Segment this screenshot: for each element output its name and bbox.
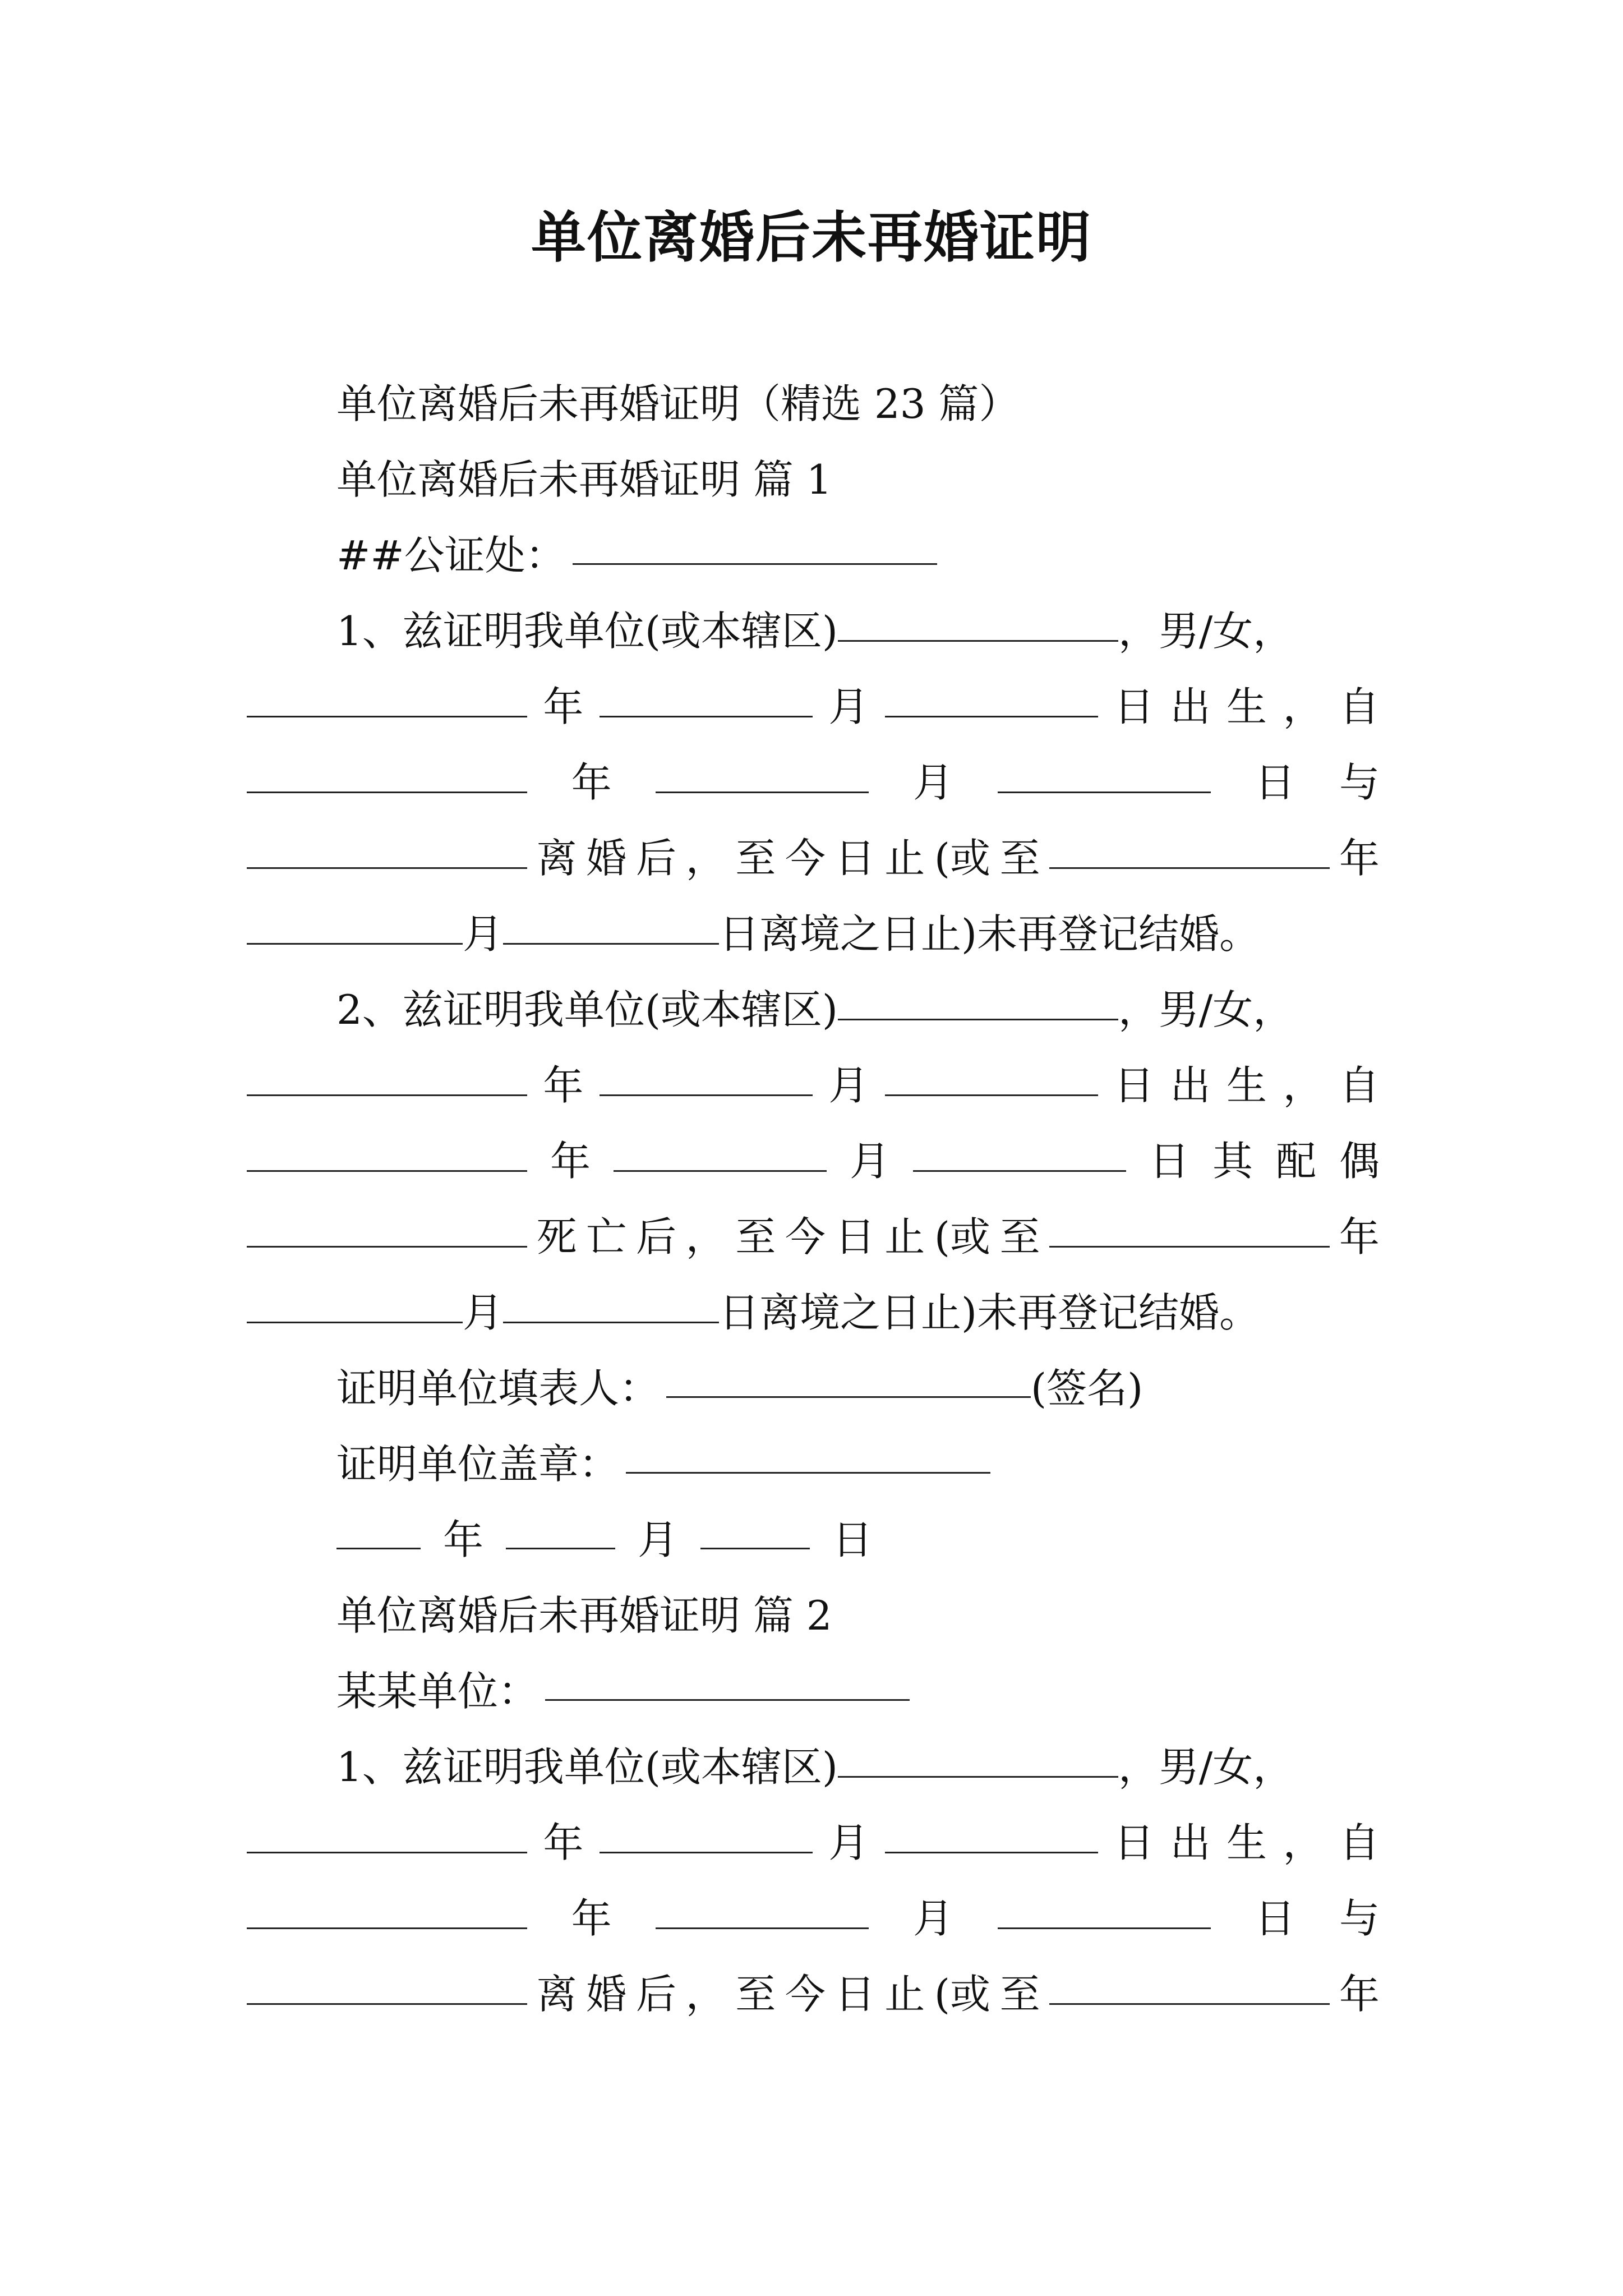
year-label: 年 (543, 1062, 584, 1109)
gender-text: ，男/女， (1118, 1743, 1294, 1791)
year-label: 年 (550, 1138, 591, 1185)
item-number: 1、 (336, 608, 403, 655)
until-line (247, 1282, 1380, 1343)
item-number: 2、 (336, 986, 403, 1033)
month-blank (656, 751, 869, 793)
day-blank (700, 1507, 810, 1549)
text-char: 偶 (1339, 1138, 1380, 1185)
text-char: ， (1283, 1062, 1324, 1109)
item-intro: 兹证明我单位(或本辖区) (402, 608, 838, 655)
text-char: 离 (536, 835, 577, 882)
year-label: 年 (543, 683, 584, 730)
text-char: 亡 (586, 1213, 627, 1260)
month-label: 月 (463, 910, 504, 958)
month-blank (247, 1281, 463, 1323)
month-blank (614, 1130, 827, 1172)
month-blank (247, 903, 463, 945)
year-blank (1049, 827, 1330, 869)
text-char: 后 (635, 835, 676, 882)
month-label: 月 (828, 1062, 869, 1109)
year-label: 年 (543, 1819, 584, 1866)
text-char: 日 (1114, 1062, 1155, 1109)
text-char: ， (685, 1971, 726, 2018)
text-char: 其 (1212, 1138, 1253, 1185)
day-blank (503, 1281, 719, 1323)
with-label: 与 (1339, 759, 1380, 806)
until-text: 日离境之日止)未再登记结婚。 (719, 910, 1260, 958)
year-blank (247, 1054, 527, 1096)
text-char: 至 (999, 1971, 1040, 2018)
name-blank (838, 1736, 1118, 1778)
year-label: 年 (443, 1516, 484, 1563)
text-char: 自 (1339, 683, 1380, 730)
text-char: 自 (1339, 1062, 1380, 1109)
month-blank (506, 1507, 615, 1549)
filler-line (247, 1358, 1380, 1419)
seal-line (247, 1433, 1380, 1495)
year-label: 年 (1339, 1213, 1380, 1260)
text-char: (或 (934, 835, 990, 882)
text-char: 出 (1170, 683, 1211, 730)
day-label: 日 (832, 1516, 873, 1563)
text-char: (或 (934, 1971, 990, 2018)
item-number: 1、 (336, 1743, 403, 1791)
addressee-line (247, 524, 1380, 586)
text-char: (或 (934, 1213, 990, 1260)
text-char: 至 (735, 1213, 776, 1260)
signature-label: (签名) (1031, 1365, 1144, 1412)
month-blank (600, 675, 813, 717)
year-blank (247, 1130, 527, 1172)
addressee-line (247, 1660, 1380, 1722)
month-label: 月 (912, 1895, 953, 1942)
text-char: 今 (785, 1213, 826, 1260)
document-subtitle: 单位离婚后未再婚证明（精选 23 篇） (336, 380, 1020, 427)
year-blank (1049, 1205, 1330, 1248)
text-char: ， (685, 835, 726, 882)
until-text: 日离境之日止)未再登记结婚。 (719, 1289, 1260, 1336)
with-label: 与 (1339, 1895, 1380, 1942)
text-char: 生 (1227, 1062, 1267, 1109)
text-char: 后 (635, 1213, 676, 1260)
year-blank (247, 1811, 527, 1853)
spouse-blank (247, 1205, 527, 1248)
month-label: 月 (912, 759, 953, 806)
document-title: 单位离婚后未再婚证明 (531, 205, 1092, 270)
name-blank (838, 978, 1118, 1020)
day-blank (885, 675, 1098, 717)
birth-date-line (247, 1812, 1380, 1874)
month-blank (600, 1054, 813, 1096)
text-char: 今 (785, 1971, 826, 2018)
year-blank (247, 751, 527, 793)
month-blank (656, 1887, 869, 1929)
text-char: ， (1283, 1819, 1324, 1866)
text-char: 后 (635, 1971, 676, 2018)
text-char: 出 (1170, 1062, 1211, 1109)
name-blank (838, 600, 1118, 642)
day-blank (998, 751, 1211, 793)
year-blank (247, 1887, 527, 1929)
day-label: 日 (1255, 759, 1295, 806)
filler-label: 证明单位填表人： (336, 1365, 660, 1412)
paragraph-first-line (247, 1736, 1380, 1798)
text-char: 生 (1227, 1819, 1267, 1866)
after-divorce-line (247, 1963, 1380, 2025)
item-intro: 兹证明我单位(或本辖区) (402, 986, 838, 1033)
article-heading: 单位离婚后未再婚证明 篇 2 (336, 1592, 832, 1639)
seal-label: 证明单位盖章： (336, 1441, 620, 1488)
text-char: 婚 (586, 1971, 627, 2018)
seal-blank (626, 1432, 990, 1474)
year-label: 年 (1339, 1971, 1380, 2018)
text-char: 出 (1170, 1819, 1211, 1866)
text-char: 日 (1114, 683, 1155, 730)
text-char: 婚 (586, 835, 627, 882)
text-char: 日 (1149, 1138, 1189, 1185)
after-death-line (247, 1206, 1380, 1268)
day-blank (998, 1887, 1211, 1929)
addressee-label: ##公证处： (336, 532, 566, 579)
text-char: ， (1283, 683, 1324, 730)
year-blank (1049, 1963, 1330, 2005)
divorce-date-line (247, 1888, 1380, 1949)
until-line (247, 903, 1380, 965)
signing-date-line (247, 1509, 1380, 1571)
text-char: 今 (785, 835, 826, 882)
day-blank (503, 903, 719, 945)
month-label: 月 (828, 1819, 869, 1866)
text-char: 止 (884, 1213, 925, 1260)
text-char: 离 (536, 1971, 577, 2018)
month-blank (600, 1811, 813, 1853)
addressee-label: 某某单位： (336, 1668, 539, 1715)
month-label: 月 (828, 683, 869, 730)
text-char: 至 (735, 1971, 776, 2018)
spouse-blank (247, 1963, 527, 2005)
year-blank (247, 675, 527, 717)
year-label: 年 (571, 1895, 612, 1942)
month-label: 月 (463, 1289, 504, 1336)
addressee-blank (573, 523, 937, 565)
gender-text: ，男/女， (1118, 608, 1294, 655)
addressee-blank (545, 1659, 910, 1701)
text-char: 日 (1114, 1819, 1155, 1866)
filler-blank (666, 1356, 1031, 1398)
article-heading: 单位离婚后未再婚证明 篇 1 (336, 456, 832, 503)
year-label: 年 (1339, 835, 1380, 882)
birth-date-line (247, 1055, 1380, 1116)
birth-date-line (247, 676, 1380, 738)
after-divorce-line (247, 827, 1380, 889)
text-char: 止 (884, 835, 925, 882)
text-char: 生 (1227, 683, 1267, 730)
text-char: 自 (1339, 1819, 1380, 1866)
item-intro: 兹证明我单位(或本辖区) (402, 1743, 838, 1791)
paragraph-first-line (247, 979, 1380, 1041)
text-char: 配 (1275, 1138, 1316, 1185)
text-char: 日 (834, 1213, 875, 1260)
text-char: 至 (999, 1213, 1040, 1260)
year-blank (336, 1507, 421, 1549)
spouse-blank (247, 827, 527, 869)
text-char: 死 (536, 1213, 577, 1260)
text-char: 至 (999, 835, 1040, 882)
text-char: 日 (834, 835, 875, 882)
year-label: 年 (571, 759, 612, 806)
day-label: 日 (1255, 1895, 1295, 1942)
day-blank (885, 1811, 1098, 1853)
spouse-death-date-line (247, 1130, 1380, 1192)
text-char: 止 (884, 1971, 925, 2018)
text-char: ， (685, 1213, 726, 1260)
day-blank (885, 1054, 1098, 1096)
gender-text: ，男/女， (1118, 986, 1294, 1033)
month-label: 月 (849, 1138, 890, 1185)
paragraph-first-line (247, 600, 1380, 662)
day-blank (913, 1130, 1126, 1172)
divorce-date-line (247, 752, 1380, 813)
text-char: 至 (735, 835, 776, 882)
month-label: 月 (638, 1516, 679, 1563)
text-char: 日 (834, 1971, 875, 2018)
